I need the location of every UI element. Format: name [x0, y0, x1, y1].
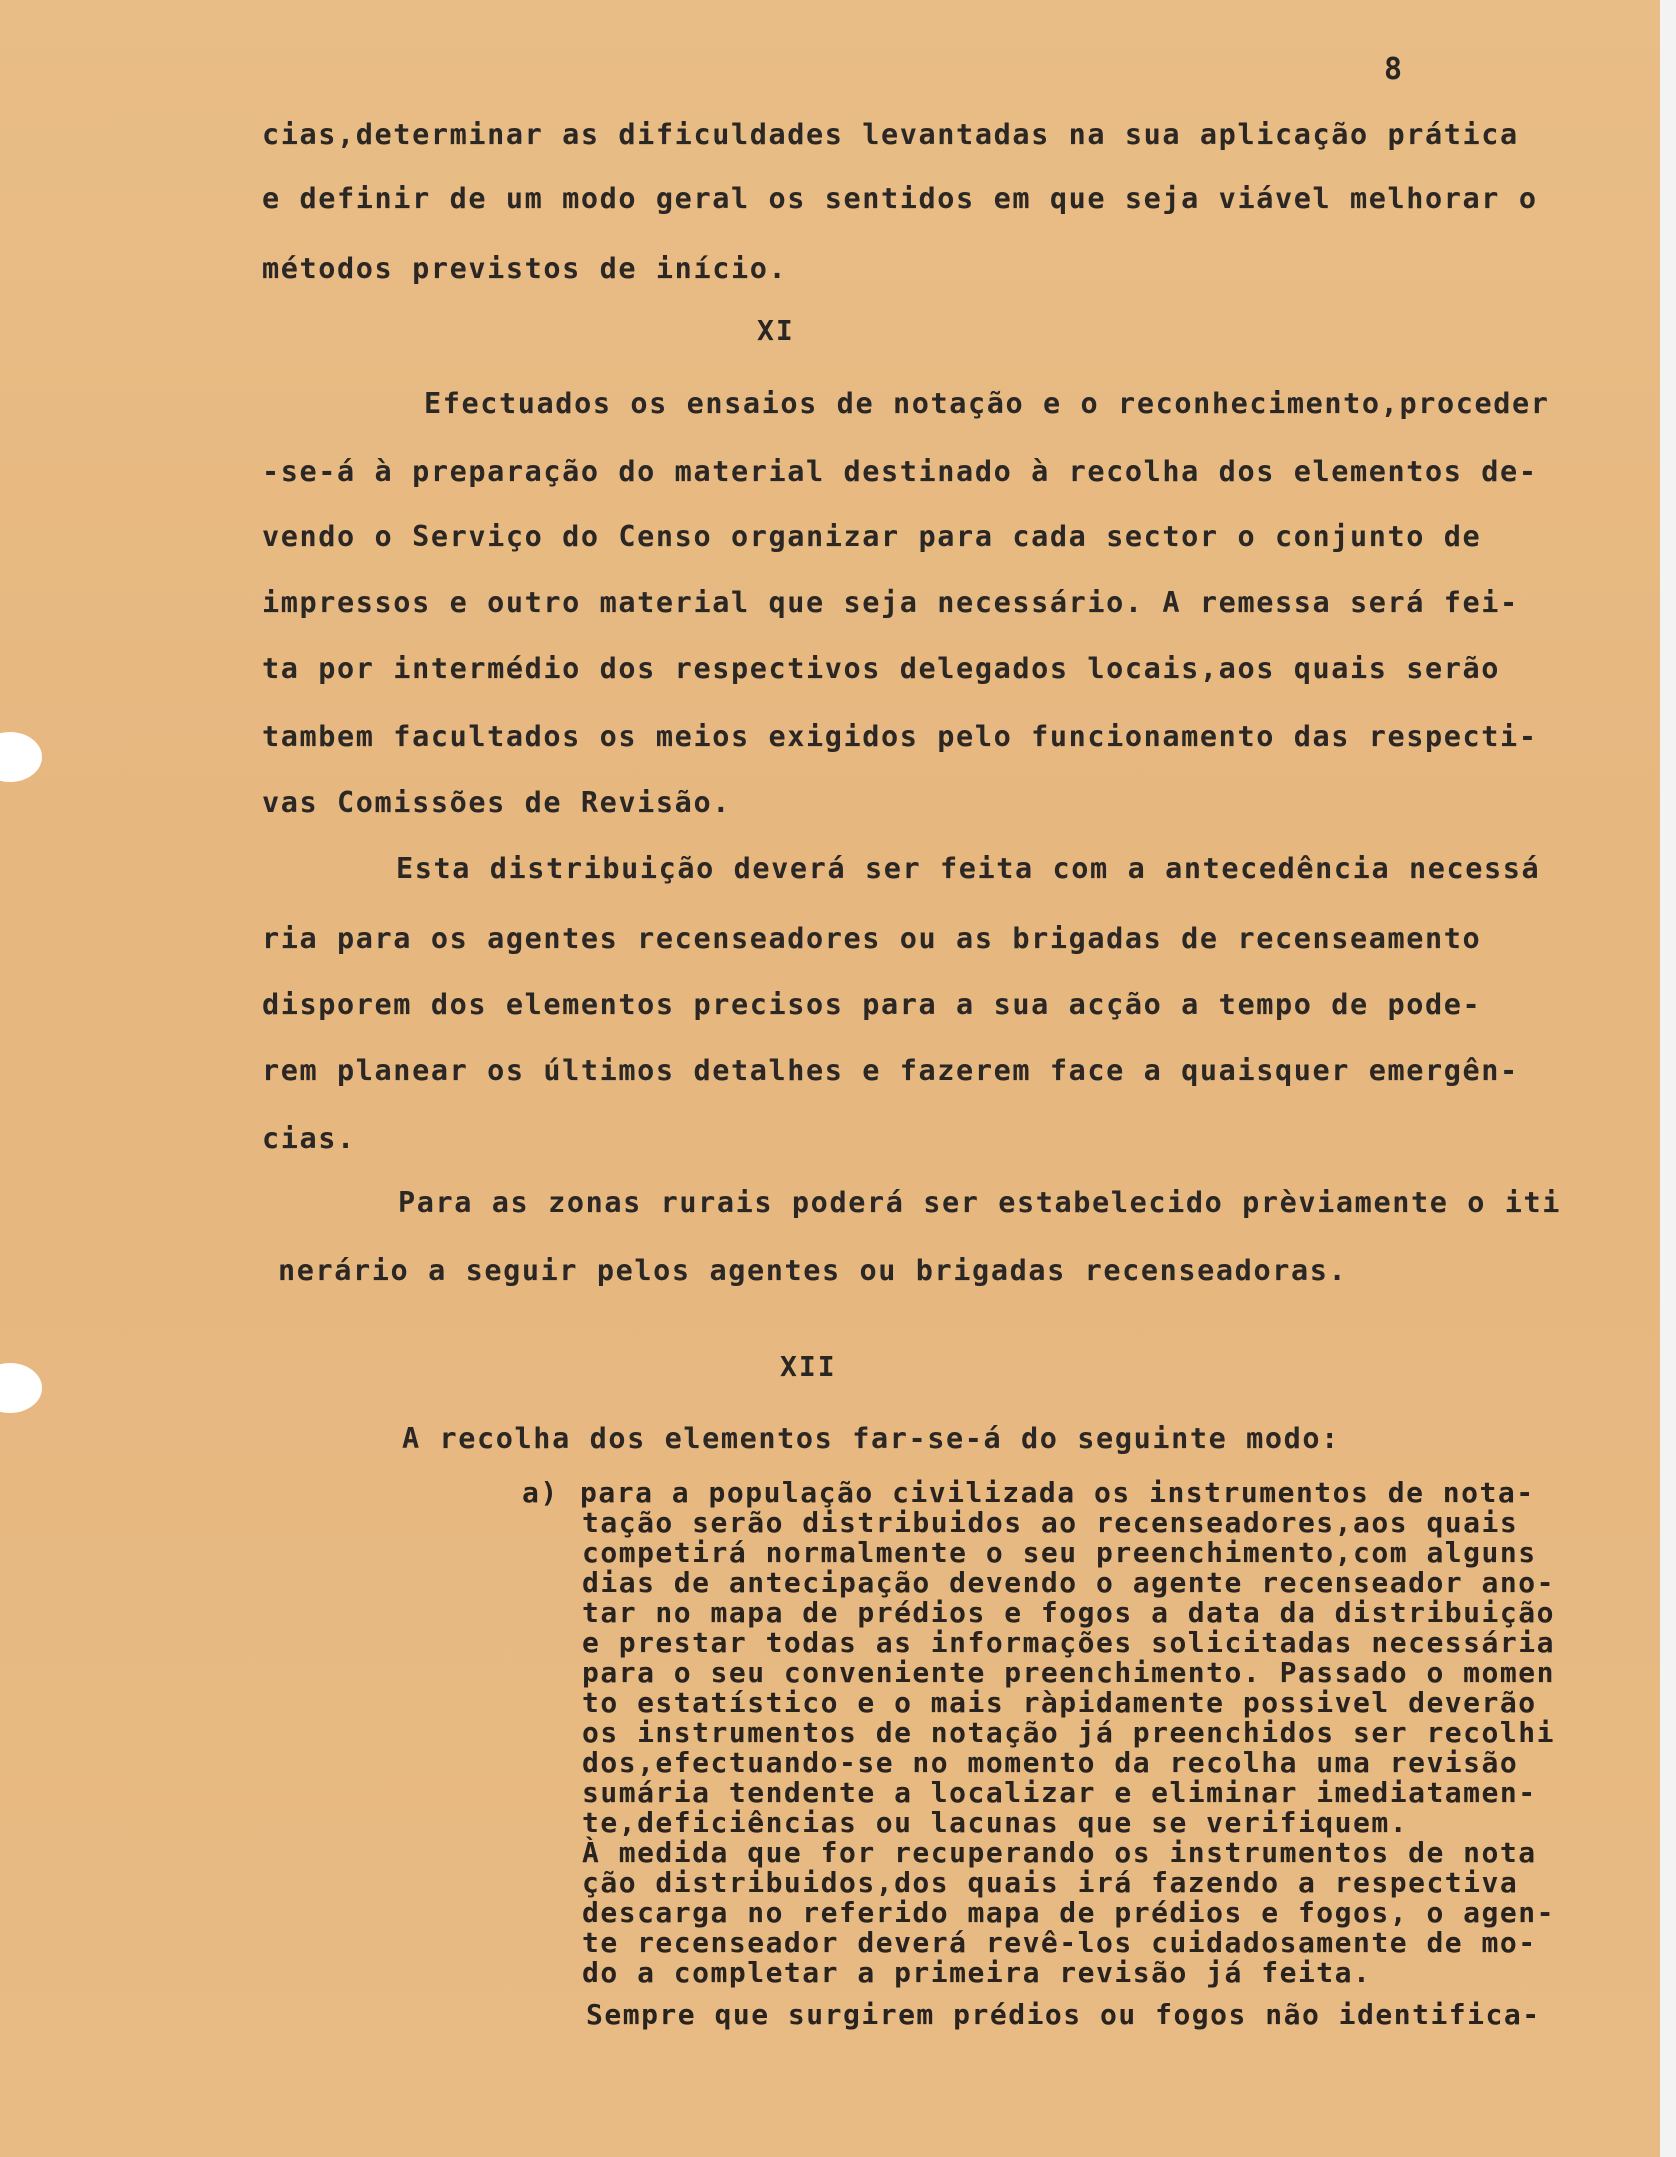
text-line: impressos e outro material que seja necessário. A remessa será fei- [262, 586, 1519, 619]
text-line: Efectuados os ensaios de notação e o reconhecimento,proceder [424, 387, 1550, 420]
text-line: métodos previstos de início. [262, 252, 788, 285]
section-heading-xi: XI [757, 314, 795, 347]
text-line: e definir de um modo geral os sentidos em que seja viável melhorar o [262, 182, 1538, 215]
list-item-line: ção distribuidos,dos quais irá fazendo a respectiva [582, 1866, 1519, 1899]
text-line: vas Comissões de Revisão. [262, 786, 731, 819]
text-line: cias. [262, 1122, 356, 1155]
list-item-line: À medida que for recuperando os instrumentos de nota [582, 1836, 1537, 1869]
text-line: Para as zonas rurais poderá ser estabelecido prèviamente o iti [398, 1186, 1562, 1219]
text-line: ta por intermédio dos respectivos delegados locais,aos quais serão [262, 652, 1501, 685]
list-item-line: tar no mapa de prédios e fogos a data da distribuição [582, 1596, 1555, 1629]
list-item-label: a) [522, 1476, 559, 1509]
list-item-line: Sempre que surgirem prédios ou fogos não identifica- [586, 1998, 1541, 2031]
text-line: tambem facultados os meios exigidos pelo funcionamento das respecti- [262, 720, 1538, 753]
list-item-line: descarga no referido mapa de prédios e fogos, o agen- [582, 1896, 1555, 1929]
list-item-line: os instrumentos de notação já preenchidos ser recolhi [582, 1716, 1555, 1749]
text-line: -se-á à preparação do material destinado à recolha dos elementos de- [262, 455, 1538, 488]
list-item-line: para o seu conveniente preenchimento. Passado o momen [582, 1656, 1555, 1689]
text-line: Esta distribuição deverá ser feita com a antecedência necessá [396, 852, 1541, 885]
list-item-line: te,deficiências ou lacunas que se verifiquem. [582, 1806, 1409, 1839]
list-item-line: dos,efectuando-se no momento da recolha uma revisão [582, 1746, 1519, 1779]
list-item-line: to estatístico e o mais ràpidamente possivel deverão [582, 1686, 1537, 1719]
list-item-line: dias de antecipação devendo o agente recenseador ano- [582, 1566, 1555, 1599]
page-edge [1660, 0, 1676, 2157]
section-heading-xii: XII [780, 1350, 837, 1383]
text-line: rem planear os últimos detalhes e fazerem face a quaisquer emergên- [262, 1054, 1519, 1087]
list-item-line: competirá normalmente o seu preenchimento,com alguns [582, 1536, 1537, 1569]
punch-hole [0, 1363, 42, 1413]
list-item-line: tação serão distribuidos ao recenseadores,aos quais [582, 1506, 1519, 1539]
text-line: disporem dos elementos precisos para a sua acção a tempo de pode- [262, 988, 1482, 1021]
list-item-line: e prestar todas as informações solicitadas necessária [582, 1626, 1555, 1659]
text-line: vendo o Serviço do Censo organizar para cada sector o conjunto de [262, 520, 1482, 553]
text-line: cias,determinar as dificuldades levantadas na sua aplicação prática [262, 118, 1519, 151]
text-line: ria para os agentes recenseadores ou as brigadas de recenseamento [262, 922, 1482, 955]
list-item-line: para a população civilizada os instrumentos de nota- [580, 1476, 1535, 1509]
list-item-line: do a completar a primeira revisão já feita. [582, 1956, 1372, 1989]
text-line: A recolha dos elementos far-se-á do seguinte modo: [402, 1422, 1340, 1455]
page-number: 8 [1384, 52, 1403, 87]
list-item-line: te recenseador deverá revê-los cuidadosamente de mo- [582, 1926, 1537, 1959]
punch-hole [0, 732, 42, 782]
list-item-line: sumária tendente a localizar e eliminar imediatamen- [582, 1776, 1537, 1809]
text-line: nerário a seguir pelos agentes ou brigadas recenseadoras. [278, 1254, 1348, 1287]
